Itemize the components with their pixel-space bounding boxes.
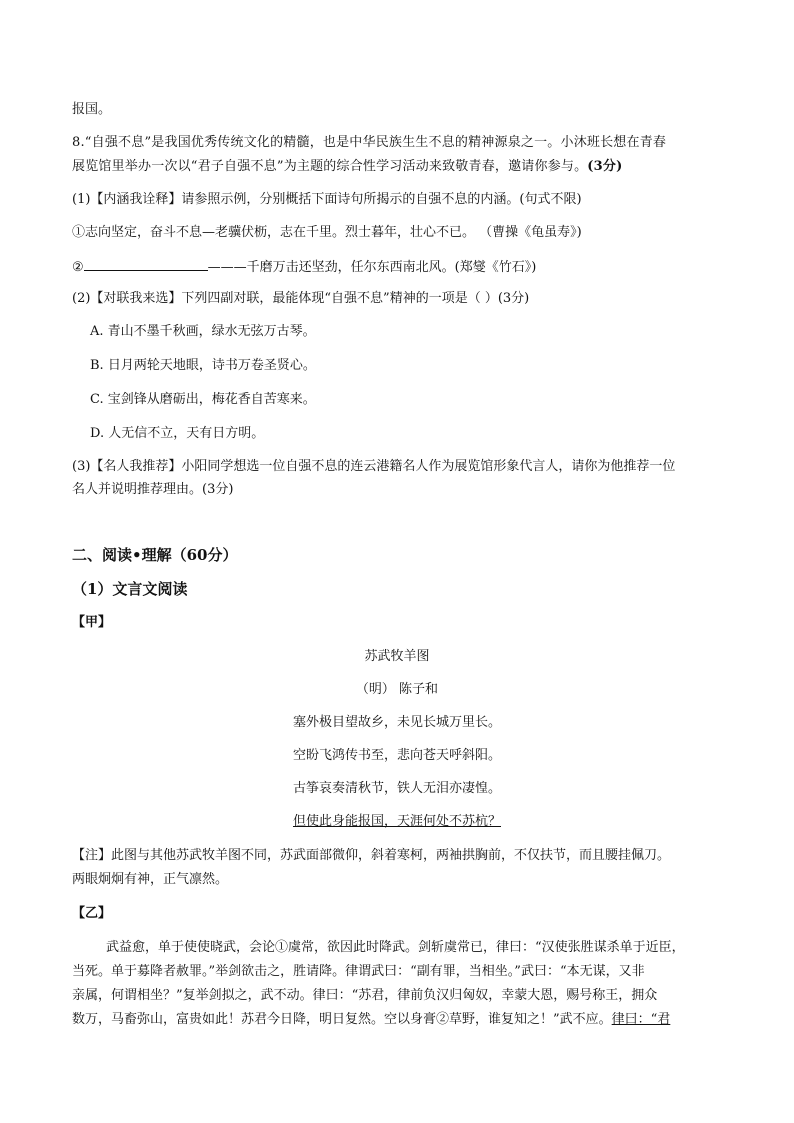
q8-item2-num: ② (72, 260, 84, 275)
prose-line-2: 当死。单于募降者赦罪。”举剑欲击之，胜请降。律谓武曰：“副有罪，当相坐。”武曰：“本无谋，又非 (72, 964, 645, 979)
section-subtitle: （1）文言文阅读 (72, 580, 188, 598)
section-title: 二、阅读•理解（60分） (72, 546, 238, 564)
prose-line-1: 武益愈，单于使使晓武，会论①虞常，欲因此时降武。剑斩虞常已，律曰：“汉使张胜谋杀单于近臣， (106, 940, 685, 955)
prose-line-4 (72, 1011, 670, 1029)
q8-score: (3分) (587, 159, 623, 174)
q8-sub1-title: (1)【内涵我诠释】请参照示例，分别概括下面诗句所揭示的自强不息的内涵。(句式不限) (72, 192, 582, 207)
passage-a-label: 【甲】 (72, 615, 112, 630)
option-a: A. 青山不墨千秋画，绿水无弦万古琴。 (90, 324, 316, 339)
q8-stem-line-1: 8.“自强不息”是我国优秀传统文化的精髓，也是中华民族生生不息的精神源泉之一。小沐班长想在青春 (72, 135, 667, 150)
top-fragment: 报国。 (72, 102, 112, 117)
poem-line-2: 空盼飞鸿传书至，悲向苍天呼斜阳。 (292, 748, 501, 763)
passage-b-label: 【乙】 (72, 906, 112, 921)
q8-item2-text: ———千磨万击还坚劲，任尔东西南北风。(郑燮《竹石》) (207, 260, 537, 275)
poem-line-4 (0, 813, 794, 831)
prose-line-3: 亲属，何谓相坐？”复举剑拟之，武不动。律曰：“苏君，律前负汉归匈奴，幸蒙大恩，赐号称王，拥众 (72, 988, 658, 1003)
option-c: C. 宝剑锋从磨砺出，梅花香自苦寒来。 (90, 392, 316, 407)
q8-example: ①志向坚定，奋斗不息—老骥伏枥，志在千里。烈士暮年，壮心不已。 （曹操《龟虽寿》) (72, 225, 582, 240)
poem-line-4-text: 但使此身能报国，天涯何处不苏杭？ (292, 814, 501, 829)
q8-sub3-line-2: 名人并说明推荐理由。(3分) (72, 482, 234, 497)
prose-line-4-text: 数万，马畜弥山，富贵如此！苏君今日降，明日复然。空以身膏②草野，谁复知之！”武不应。 (72, 1012, 612, 1027)
q8-sub3-line-1: (3)【名人我推荐】小阳同学想选一位自强不息的连云港籍名人作为展览馆形象代言人，请你为他推荐一位 (72, 459, 676, 474)
note-line-1: 【注】此图与其他苏武牧羊图不同，苏武面部微仰，斜着寒柯，两袖拱胸前，不仅扶节，而且腰挂佩刀。 (72, 848, 671, 863)
option-b: B. 日月两轮天地眼，诗书万卷圣贤心。 (90, 358, 316, 373)
poem-author: （明） 陈子和 (355, 682, 439, 697)
q8-stem-line-2 (72, 158, 622, 176)
note-line-2: 两眼炯炯有神，正气凛然。 (72, 872, 229, 887)
option-d: D. 人无信不立，天有日方明。 (90, 426, 265, 441)
q8-item2 (72, 257, 536, 277)
q8-sub2-title: (2)【对联我来选】下列四副对联，最能体现“自强不息”精神的一项是（ ）(3分) (72, 291, 530, 306)
poem-title: 苏武牧羊图 (364, 649, 430, 664)
q8-stem-text: 展览馆里举办一次以“君子自强不息”为主题的综合性学习活动来致敬青春，邀请你参与。 (72, 159, 588, 174)
poem-line-3: 古筝哀奏清秋节，铁人无泪亦凄惶。 (292, 781, 501, 796)
answer-blank[interactable] (84, 257, 208, 271)
poem-line-1: 塞外极目望故乡，未见长城万里长。 (292, 715, 501, 730)
prose-underlined-tail: 律曰：“君 (611, 1012, 671, 1027)
